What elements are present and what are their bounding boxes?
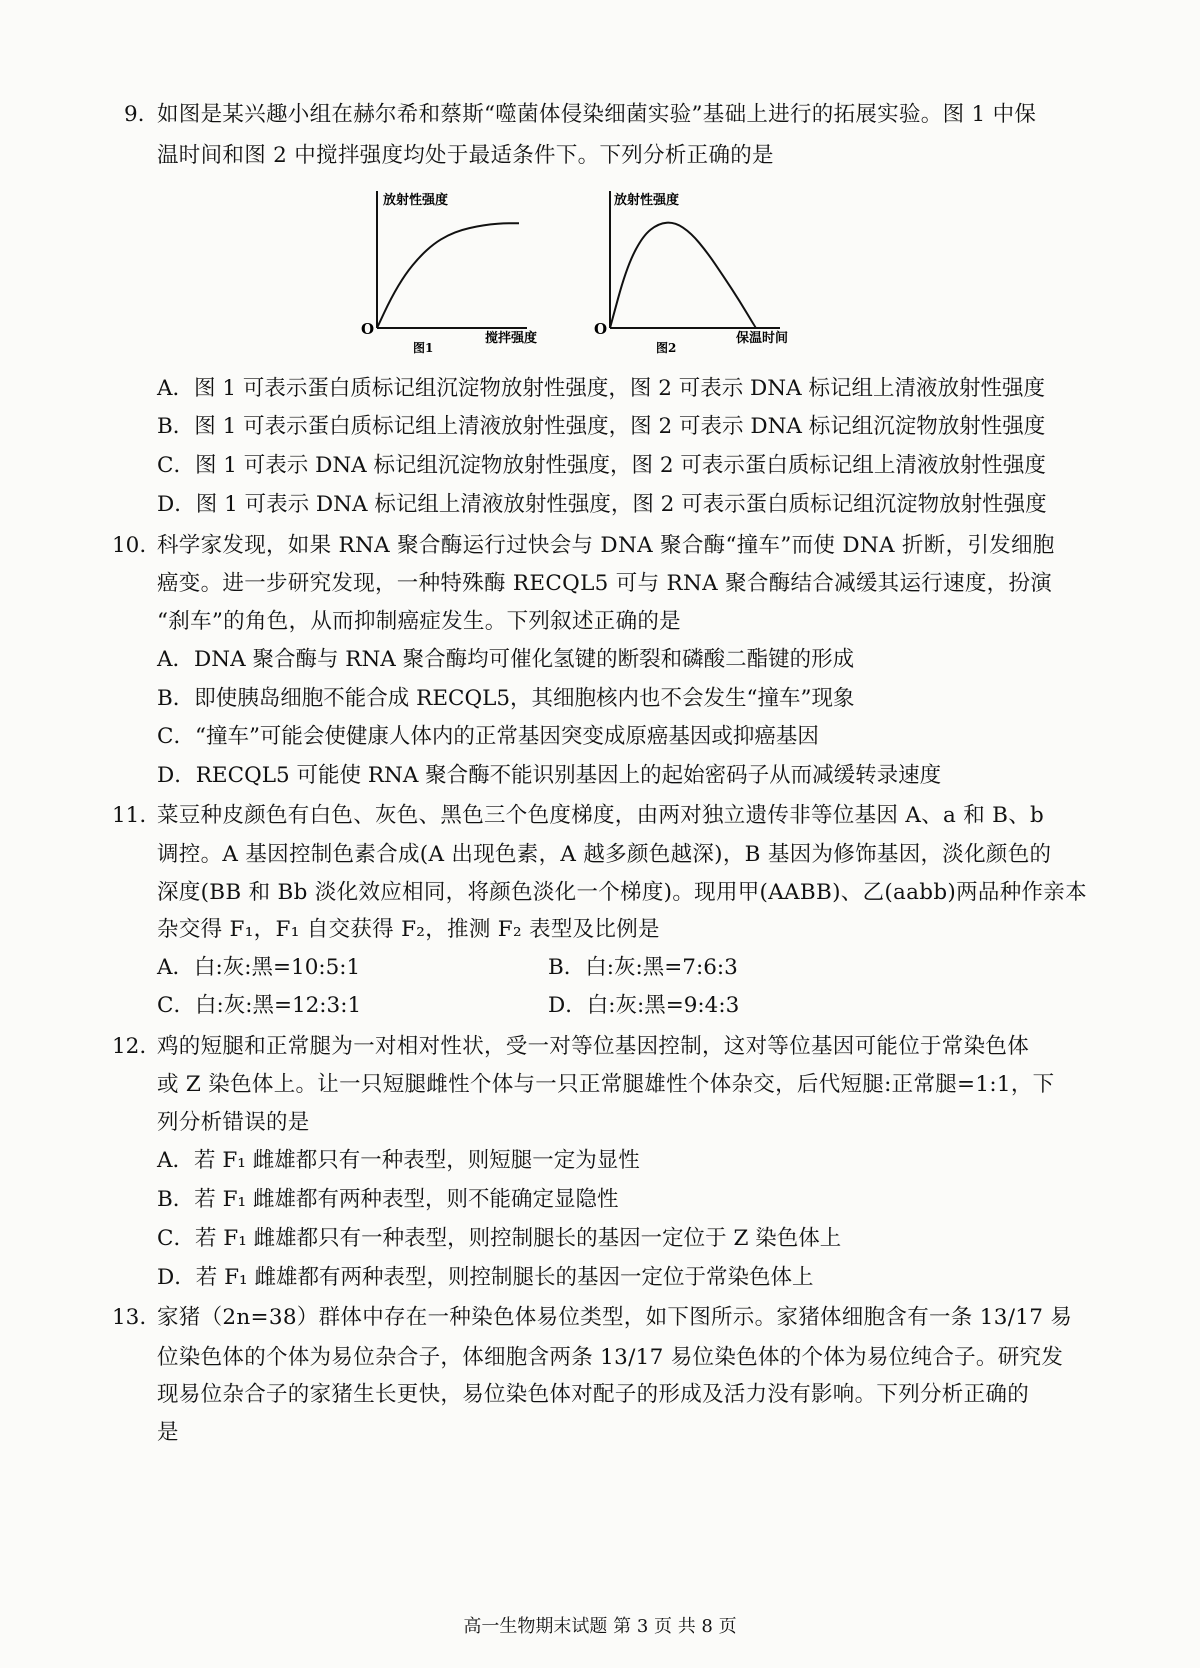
question-stem-line: 是 [157, 1420, 179, 1445]
figure-caption: 图1 [413, 341, 434, 355]
option-b: B．图 1 可表示蛋白质标记组上清液放射性强度，图 2 可表示 DNA 标记组沉淀物放射性强度 [157, 414, 1046, 439]
option-d: D．RECQL5 可能使 RNA 聚合酶不能识别基因上的起始密码子从而减缓转录速度 [157, 763, 942, 788]
data-curve [377, 223, 519, 328]
question-number: 12. [112, 1034, 147, 1059]
option-b: B．若 F₁ 雌雄都有两种表型，则不能确定显隐性 [157, 1187, 619, 1212]
question-stem-line: 深度(BB 和 Bb 淡化效应相同，将颜色淡化一个梯度)。现用甲(AABB)、乙(aabb)两品种作亲本 [157, 880, 1087, 905]
question-stem-line: 或 Z 染色体上。让一只短腿雌性个体与一只正常腿雄性个体杂交，后代短腿:正常腿=1:1，下 [157, 1072, 1055, 1097]
origin-label: O [594, 320, 608, 338]
page-footer: 高一生物期末试题 第 3 页 共 8 页 [463, 1616, 737, 1637]
question-stem-line: 位染色体的个体为易位杂合子，体细胞含两条 13/17 易位染色体的个体为易位纯合子。研究发 [157, 1345, 1064, 1370]
question-stem-line: 菜豆种皮颜色有白色、灰色、黑色三个色度梯度，由两对独立遗传非等位基因 A、a 和 B、b [157, 803, 1045, 828]
question-stem-line: “刹车”的角色，从而抑制癌症发生。下列叙述正确的是 [157, 609, 681, 634]
question-stem-line: 科学家发现，如果 RNA 聚合酶运行过快会与 DNA 聚合酶“撞车”而使 DNA 折断，引发细胞 [157, 533, 1055, 558]
option-c: C．“撞车”可能会使健康人体内的正常基因突变成原癌基因或抑癌基因 [157, 724, 819, 749]
data-curve [610, 223, 756, 328]
option-c: C．若 F₁ 雌雄都只有一种表型，则控制腿长的基因一定位于 Z 染色体上 [157, 1226, 842, 1251]
x-axis-label: 搅拌强度 [485, 331, 538, 346]
question-stem-line: 调控。A 基因控制色素合成(A 出现色素，A 越多颜色越深)，B 基因为修饰基因，淡化颜色的 [157, 842, 1052, 867]
option-d: D．图 1 可表示 DNA 标记组上清液放射性强度，图 2 可表示蛋白质标记组沉淀物放射性强度 [157, 492, 1047, 517]
option-b: B．即使胰岛细胞不能合成 RECQL5，其细胞核内也不会发生“撞车”现象 [157, 686, 855, 711]
option-a: A．图 1 可表示蛋白质标记组沉淀物放射性强度，图 2 可表示 DNA 标记组上清液放射性强度 [157, 376, 1045, 401]
figure-1-chart [355, 182, 555, 361]
option-d: D．若 F₁ 雌雄都有两种表型，则控制腿长的基因一定位于常染色体上 [157, 1265, 814, 1290]
question-number: 13. [112, 1305, 147, 1330]
option-c: C．图 1 可表示 DNA 标记组沉淀物放射性强度，图 2 可表示蛋白质标记组上清液放射性强度 [157, 453, 1046, 478]
question-stem-line: 家猪（2n=38）群体中存在一种染色体易位类型，如下图所示。家猪体细胞含有一条 13/17 易 [157, 1305, 1073, 1330]
question-stem-line: 杂交得 F₁，F₁ 自交获得 F₂，推测 F₂ 表型及比例是 [157, 917, 660, 942]
question-stem-line: 鸡的短腿和正常腿为一对相对性状，受一对等位基因控制，这对等位基因可能位于常染色体 [157, 1034, 1030, 1059]
x-axis-label: 保温时间 [736, 331, 789, 346]
option-c: C．白:灰:黑=12:3:1 [157, 993, 362, 1018]
question-stem-line: 癌变。进一步研究发现，一种特殊酶 RECQL5 可与 RNA 聚合酶结合减缓其运行速度，扮演 [157, 571, 1053, 596]
option-d: D．白:灰:黑=9:4:3 [548, 993, 740, 1018]
y-axis-label: 放射性强度 [614, 193, 680, 208]
y-axis-label: 放射性强度 [383, 193, 449, 208]
question-number: 9. [124, 102, 145, 127]
question-stem-line: 现易位杂合子的家猪生长更快，易位染色体对配子的形成及活力没有影响。下列分析正确的 [157, 1382, 1030, 1407]
option-a: A．白:灰:黑=10:5:1 [157, 955, 361, 980]
question-stem-line: 列分析错误的是 [157, 1110, 310, 1135]
question-stem-line: 温时间和图 2 中搅拌强度均处于最适条件下。下列分析正确的是 [157, 143, 774, 168]
origin-label: O [361, 320, 375, 338]
figure-caption: 图2 [656, 341, 677, 355]
option-a: A．若 F₁ 雌雄都只有一种表型，则短腿一定为显性 [157, 1148, 640, 1173]
question-number: 11. [112, 803, 147, 828]
question-stem-line: 如图是某兴趣小组在赫尔希和蔡斯“噬菌体侵染细菌实验”基础上进行的拓展实验。图 1 中保 [157, 102, 1037, 127]
question-number: 10. [112, 533, 147, 558]
option-a: A．DNA 聚合酶与 RNA 聚合酶均可催化氢键的断裂和磷酸二酯键的形成 [157, 647, 855, 672]
figure-2-chart [590, 182, 805, 361]
option-b: B．白:灰:黑=7:6:3 [548, 955, 738, 980]
